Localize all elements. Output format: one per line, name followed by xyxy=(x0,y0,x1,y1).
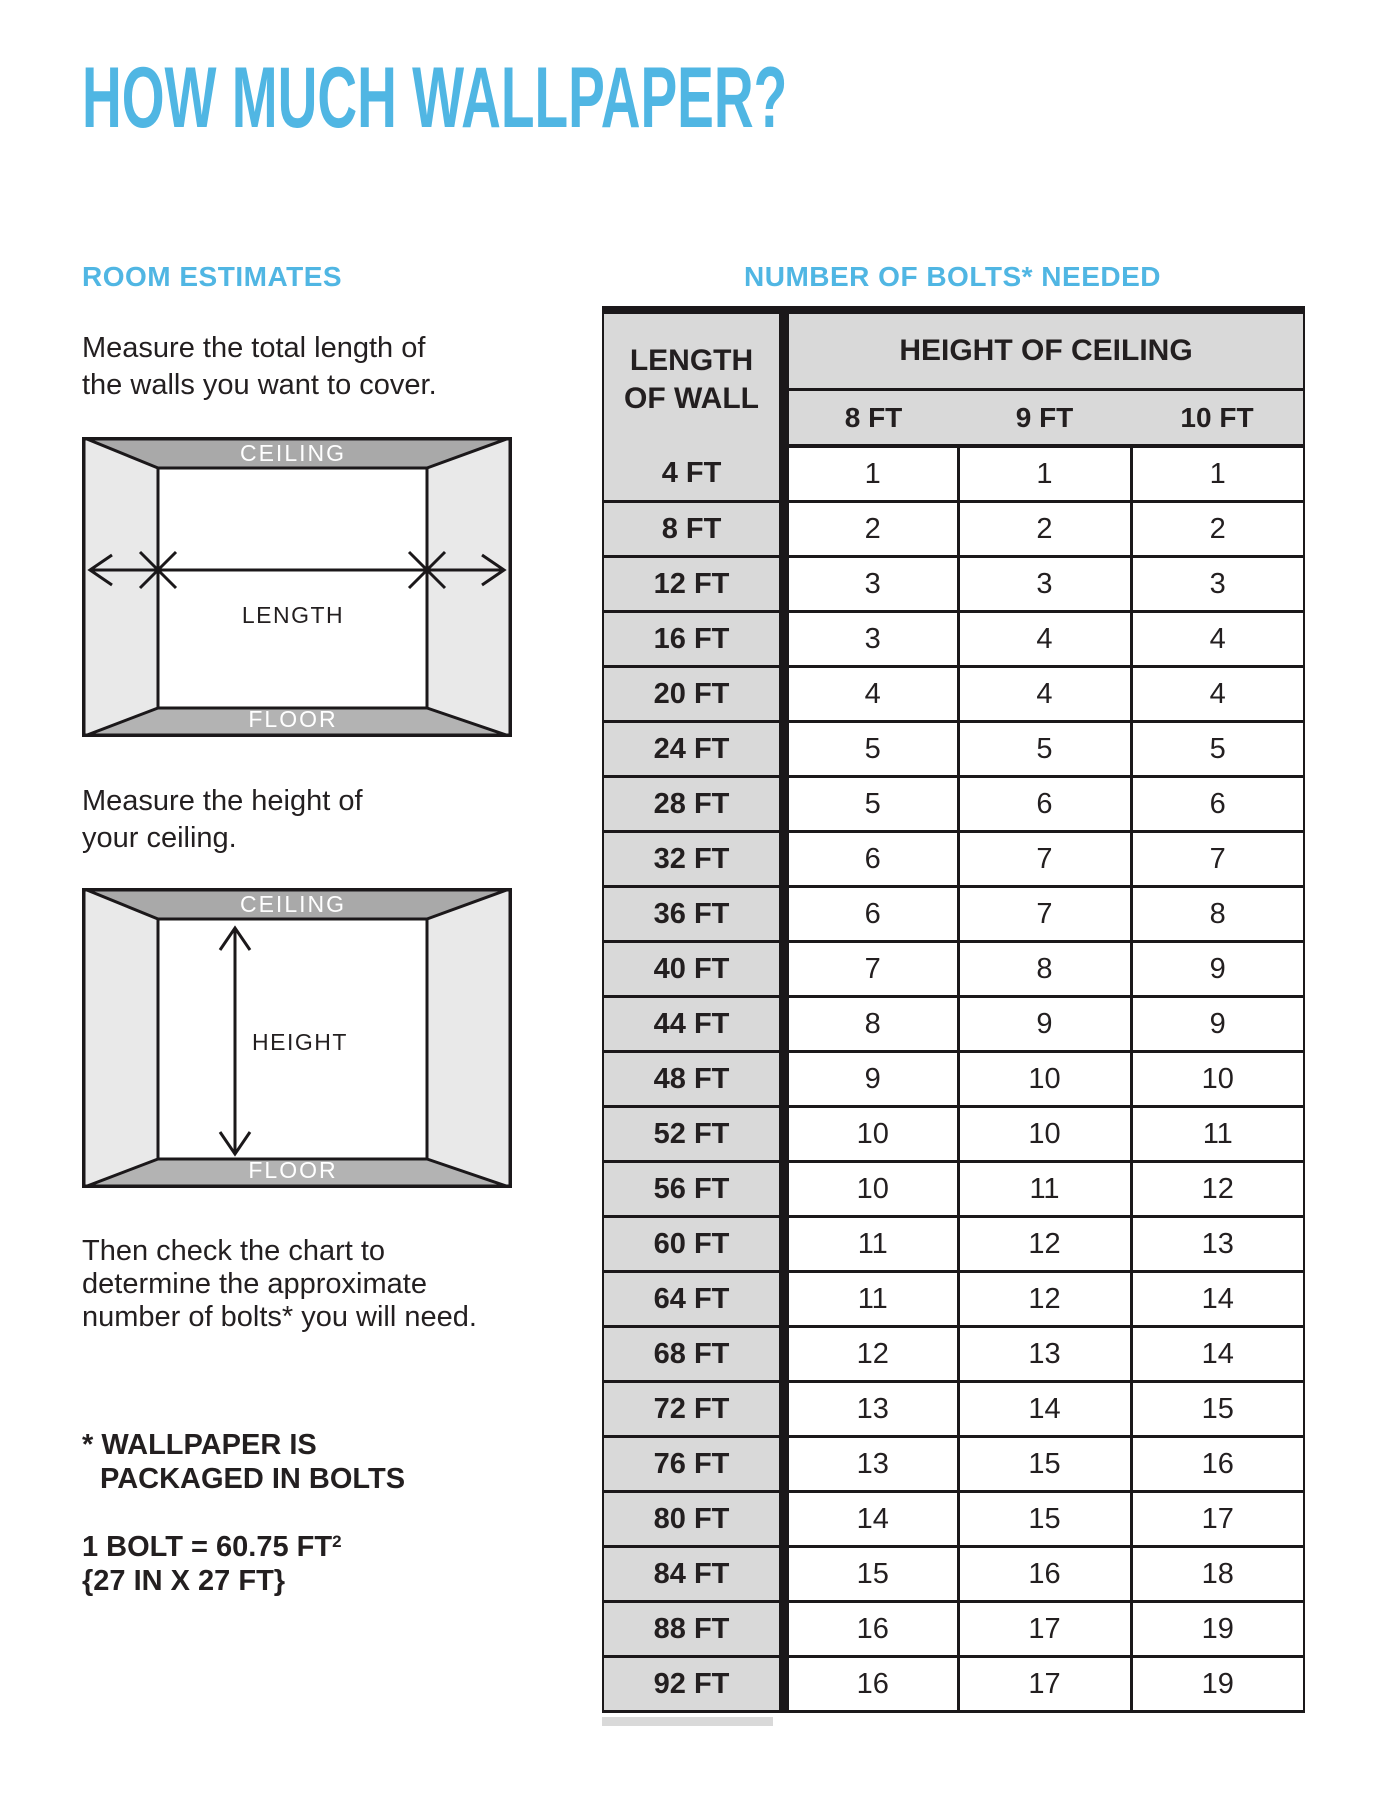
cell-value: 7 xyxy=(1131,832,1304,887)
cell-value: 11 xyxy=(784,1217,958,1272)
room-estimates-heading: ROOM ESTIMATES xyxy=(82,261,343,292)
col-header-8ft: 8 FT xyxy=(784,390,958,447)
check-chart-line2: determine the approximate xyxy=(82,1268,427,1300)
row-label: 24 FT xyxy=(603,722,784,777)
cell-value: 15 xyxy=(958,1492,1131,1547)
cell-value: 2 xyxy=(958,502,1131,557)
table-row xyxy=(603,1437,1304,1492)
table-row xyxy=(603,887,1304,942)
superscript-2: 2 xyxy=(332,1532,342,1551)
table-row xyxy=(603,446,1304,502)
row-label: 44 FT xyxy=(603,997,784,1052)
cell-value: 14 xyxy=(1131,1272,1304,1327)
cell-value: 2 xyxy=(784,502,958,557)
table-row xyxy=(603,832,1304,887)
cell-value: 4 xyxy=(1131,667,1304,722)
cell-value: 5 xyxy=(958,722,1131,777)
row-label: 72 FT xyxy=(603,1382,784,1437)
row-label: 40 FT xyxy=(603,942,784,997)
check-chart-line1: Then check the chart to xyxy=(82,1235,386,1267)
cell-value: 8 xyxy=(1131,887,1304,942)
cell-value: 13 xyxy=(1131,1217,1304,1272)
row-label: 16 FT xyxy=(603,612,784,667)
cell-value: 15 xyxy=(958,1437,1131,1492)
cell-value: 2 xyxy=(1131,502,1304,557)
right-wall-surface xyxy=(427,888,512,1188)
row-label: 12 FT xyxy=(603,557,784,612)
row-label: 92 FT xyxy=(603,1657,784,1712)
row-label: 52 FT xyxy=(603,1107,784,1162)
cell-value: 10 xyxy=(958,1052,1131,1107)
cell-value: 14 xyxy=(958,1382,1131,1437)
measure-length-paragraph xyxy=(82,330,437,404)
table-row xyxy=(603,1657,1304,1712)
length-of-wall-line2: OF WALL xyxy=(624,382,759,415)
bolt-definition-line2: {27 IN X 27 FT} xyxy=(82,1565,286,1597)
row-label: 88 FT xyxy=(603,1602,784,1657)
page-title-text: HOW MUCH WALLPAPER? xyxy=(82,50,788,146)
cell-value: 12 xyxy=(784,1327,958,1382)
footnote-text1: WALLPAPER IS xyxy=(101,1429,317,1461)
cell-value: 6 xyxy=(1131,777,1304,832)
number-of-bolts-heading: NUMBER OF BOLTS* NEEDED xyxy=(744,261,1161,292)
cell-value: 16 xyxy=(784,1602,958,1657)
left-wall-surface xyxy=(82,888,158,1188)
cell-value: 8 xyxy=(958,942,1131,997)
cell-value: 4 xyxy=(958,667,1131,722)
cell-value: 13 xyxy=(958,1327,1131,1382)
table-row xyxy=(603,1492,1304,1547)
table-row xyxy=(603,1382,1304,1437)
cell-value: 19 xyxy=(1131,1657,1304,1712)
cell-value: 6 xyxy=(784,887,958,942)
row-label: 64 FT xyxy=(603,1272,784,1327)
measure-height-line1: Measure the height of xyxy=(82,785,363,817)
floor-label: FLOOR xyxy=(248,1157,338,1183)
cell-value: 4 xyxy=(958,612,1131,667)
row-label: 36 FT xyxy=(603,887,784,942)
cell-value: 12 xyxy=(958,1217,1131,1272)
height-of-ceiling-header: HEIGHT OF CEILING xyxy=(784,310,1304,390)
measure-height-line2: your ceiling. xyxy=(82,822,237,854)
table-bottom-gray-tab xyxy=(602,1717,773,1726)
cell-value: 10 xyxy=(784,1162,958,1217)
row-label: 20 FT xyxy=(603,667,784,722)
cell-value: 14 xyxy=(784,1492,958,1547)
cell-value: 16 xyxy=(958,1547,1131,1602)
right-wall-surface xyxy=(427,437,512,737)
bolts-table-container xyxy=(602,306,1303,1713)
row-label: 80 FT xyxy=(603,1492,784,1547)
table-row xyxy=(603,1162,1304,1217)
cell-value: 5 xyxy=(784,777,958,832)
table-header-row-1 xyxy=(603,310,1304,390)
table-row xyxy=(603,1107,1304,1162)
table-row xyxy=(603,1052,1304,1107)
cell-value: 12 xyxy=(958,1272,1131,1327)
floor-label: FLOOR xyxy=(248,706,338,732)
ceiling-label: CEILING xyxy=(239,891,347,917)
cell-value: 3 xyxy=(1131,557,1304,612)
cell-value: 17 xyxy=(1131,1492,1304,1547)
cell-value: 3 xyxy=(784,612,958,667)
table-row xyxy=(603,612,1304,667)
cell-value: 7 xyxy=(958,832,1131,887)
left-wall-surface xyxy=(82,437,158,737)
cell-value: 1 xyxy=(1131,446,1304,502)
row-label: 4 FT xyxy=(603,446,784,502)
cell-value: 14 xyxy=(1131,1327,1304,1382)
ceiling-label: CEILING xyxy=(239,440,347,466)
cell-value: 5 xyxy=(784,722,958,777)
cell-value: 7 xyxy=(784,942,958,997)
cell-value: 10 xyxy=(958,1107,1131,1162)
cell-value: 3 xyxy=(784,557,958,612)
table-row xyxy=(603,942,1304,997)
cell-value: 10 xyxy=(784,1107,958,1162)
table-row xyxy=(603,1602,1304,1657)
cell-value: 8 xyxy=(784,997,958,1052)
cell-value: 17 xyxy=(958,1602,1131,1657)
cell-value: 1 xyxy=(784,446,958,502)
cell-value: 19 xyxy=(1131,1602,1304,1657)
row-label: 68 FT xyxy=(603,1327,784,1382)
table-row xyxy=(603,1327,1304,1382)
length-of-wall-line1: LENGTH xyxy=(629,344,754,377)
height-label: HEIGHT xyxy=(252,1029,348,1055)
room-length-diagram xyxy=(82,437,512,737)
table-row xyxy=(603,1547,1304,1602)
cell-value: 12 xyxy=(1131,1162,1304,1217)
cell-value: 13 xyxy=(784,1382,958,1437)
bolt-equation-text: 1 BOLT = 60.75 FT xyxy=(82,1531,333,1563)
cell-value: 16 xyxy=(1131,1437,1304,1492)
cell-value: 5 xyxy=(1131,722,1304,777)
table-row xyxy=(603,722,1304,777)
cell-value: 9 xyxy=(958,997,1131,1052)
col-header-10ft: 10 FT xyxy=(1131,390,1304,447)
cell-value: 15 xyxy=(1131,1382,1304,1437)
asterisk: * xyxy=(82,1429,94,1461)
bolts-table xyxy=(602,306,1305,1713)
cell-value: 10 xyxy=(1131,1052,1304,1107)
bolt-definition-line1 xyxy=(82,1525,342,1564)
measure-length-line1: Measure the total length of xyxy=(82,332,426,364)
check-chart-paragraph xyxy=(82,1235,477,1334)
row-label: 56 FT xyxy=(603,1162,784,1217)
table-row xyxy=(603,777,1304,832)
table-row xyxy=(603,667,1304,722)
row-label: 48 FT xyxy=(603,1052,784,1107)
bolts-footnote-line1 xyxy=(82,1428,405,1462)
row-label: 28 FT xyxy=(603,777,784,832)
cell-value: 11 xyxy=(784,1272,958,1327)
cell-value: 11 xyxy=(958,1162,1131,1217)
cell-value: 16 xyxy=(784,1657,958,1712)
length-label: LENGTH xyxy=(241,602,345,628)
row-label: 32 FT xyxy=(603,832,784,887)
cell-value: 7 xyxy=(958,887,1131,942)
cell-value: 1 xyxy=(958,446,1131,502)
measure-length-line2: the walls you want to cover. xyxy=(82,369,437,401)
cell-value: 3 xyxy=(958,557,1131,612)
check-chart-line3: number of bolts* you will need. xyxy=(82,1301,477,1333)
back-wall-surface xyxy=(158,468,427,708)
page-title xyxy=(82,50,1184,146)
length-of-wall-header xyxy=(603,310,784,446)
bolts-footnote xyxy=(82,1428,405,1496)
cell-value: 6 xyxy=(958,777,1131,832)
bolt-definition xyxy=(82,1525,342,1598)
table-row xyxy=(603,997,1304,1052)
row-label: 60 FT xyxy=(603,1217,784,1272)
cell-value: 15 xyxy=(784,1547,958,1602)
ceiling-height-diagram xyxy=(82,888,512,1188)
cell-value: 4 xyxy=(1131,612,1304,667)
table-row xyxy=(603,1217,1304,1272)
cell-value: 11 xyxy=(1131,1107,1304,1162)
table-row xyxy=(603,557,1304,612)
table-row xyxy=(603,502,1304,557)
cell-value: 6 xyxy=(784,832,958,887)
table-row xyxy=(603,1272,1304,1327)
cell-value: 17 xyxy=(958,1657,1131,1712)
cell-value: 4 xyxy=(784,667,958,722)
row-label: 8 FT xyxy=(603,502,784,557)
measure-height-paragraph xyxy=(82,783,363,857)
cell-value: 9 xyxy=(784,1052,958,1107)
cell-value: 13 xyxy=(784,1437,958,1492)
row-label: 84 FT xyxy=(603,1547,784,1602)
col-header-9ft: 9 FT xyxy=(958,390,1131,447)
cell-value: 18 xyxy=(1131,1547,1304,1602)
cell-value: 9 xyxy=(1131,997,1304,1052)
bolts-footnote-line2: PACKAGED IN BOLTS xyxy=(100,1463,406,1495)
row-label: 76 FT xyxy=(603,1437,784,1492)
cell-value: 9 xyxy=(1131,942,1304,997)
